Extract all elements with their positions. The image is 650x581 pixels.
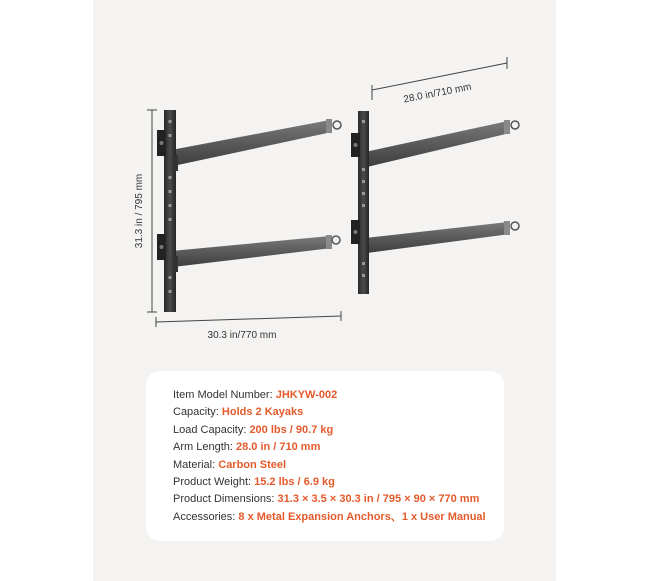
spec-row-model: Item Model Number: JHKYW-002 (173, 389, 338, 401)
left-upper-hook-icon (333, 121, 341, 129)
spec-row-accessories: Accessories: 8 x Metal Expansion Anchors、1 x User Manual (173, 510, 486, 523)
spec-row-dimensions: Product Dimensions: 31.3 × 3.5 × 30.3 in / 795 × 90 × 770 mm (173, 493, 480, 506)
right-lower-arm (365, 222, 510, 253)
spec-row-load-capacity: Load Capacity: 200 lbs / 90.7 kg (173, 423, 334, 436)
left-upper-arm (171, 120, 332, 166)
width-dimension-line (156, 311, 341, 327)
right-upper-arm (365, 121, 510, 167)
spec-row-arm-length: Arm Length: 28.0 in / 710 mm (173, 441, 321, 454)
spec-panel (146, 371, 504, 541)
left-rack (157, 110, 341, 312)
left-lower-hook-icon (332, 236, 340, 244)
spec-row-material: Material: Carbon Steel (173, 458, 287, 471)
right-rack (351, 111, 519, 294)
right-lower-hook-icon (511, 222, 519, 230)
spec-row-weight: Product Weight: 15.2 lbs / 6.9 kg (173, 476, 335, 489)
height-dimension-label: 31.3 in / 795 mm (134, 173, 145, 249)
width-dimension-label: 30.3 in/770 mm (207, 330, 277, 341)
left-lower-arm (171, 236, 332, 267)
height-dimension-line (147, 110, 157, 312)
spec-row-capacity: Capacity: Holds 2 Kayaks (173, 406, 304, 419)
arm-length-dimension-label: 28.0 in/710 mm (402, 81, 473, 106)
right-upper-hook-icon (511, 121, 519, 129)
